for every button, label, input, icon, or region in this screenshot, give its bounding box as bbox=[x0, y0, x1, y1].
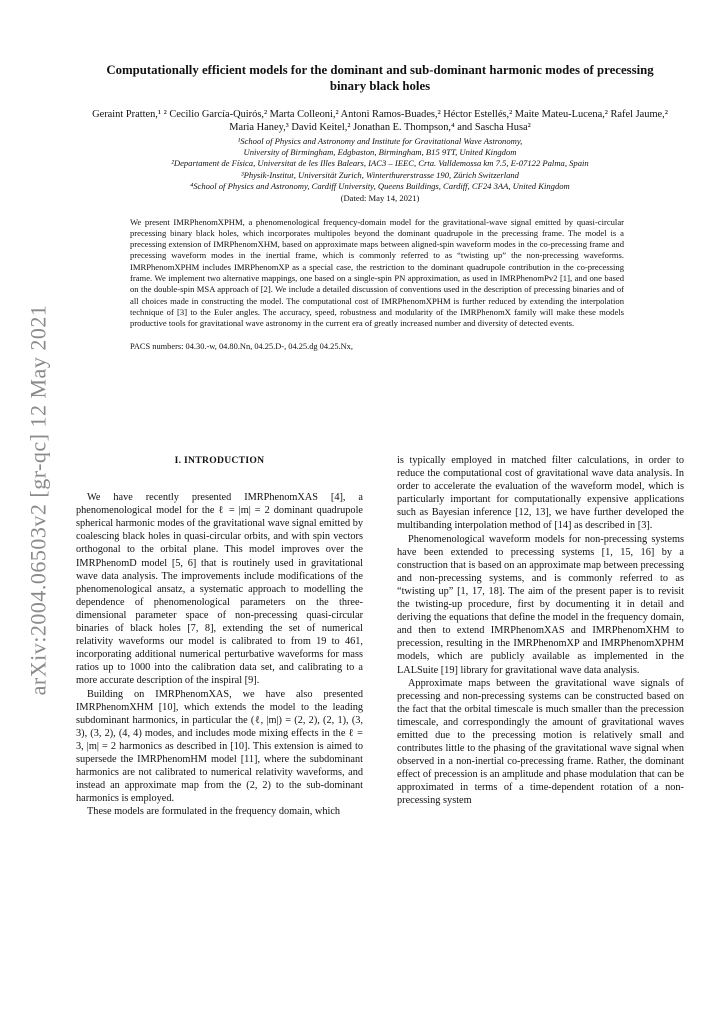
body-paragraph: Approximate maps between the gravitational wave signals of precessing and non-precessing systems can be constructed based on the fact that the orbital timescale is much smaller than the precession timescale, and correspondingly the amount of gravitational waves emitted due to the precessing motion is relatively small and contributes little to the phasing of the gravitational wave signal when observed in a non-inertial co-precessing frame. Rather, the dominant effect of precession is an amplitude and phase modulation that can be approximated in terms of a time-dependent rotation of a non-precessing system bbox=[397, 677, 684, 807]
right-column bbox=[397, 454, 684, 818]
body-columns bbox=[76, 454, 684, 818]
paper-title: Computationally efficient models for the dominant and sub-dominant harmonic modes of precessing binary black holes bbox=[106, 63, 654, 93]
author-list: Geraint Pratten,¹ ² Cecilio García-Quirós,² Marta Colleoni,² Antoni Ramos-Buades,² Héctor Estellés,² Maite Mateu-Lucena,² Rafel Jaume,² Maria Haney,³ David Keitel,² Jonathan E. Thompson,⁴ and Sascha Husa² bbox=[92, 109, 668, 133]
affiliation-line: ²Departament de Física, Universitat de les Illes Balears, IAC3 – IEEC, Crta. Valldemossa km 7.5, E-07122 Palma, Spain bbox=[171, 158, 589, 169]
body-paragraph: Building on IMRPhenomXAS, we have also presented IMRPhenomXHM [10], which extends the model to the leading subdominant harmonics, in particular the (ℓ, |m|) = (2, 2), (2, 1), (3, 3), (3, 2), (4, 4) modes, and includes mode mixing effects in the ℓ = 3, |m| = 2 harmonics as described in [10]. This extension is aimed to supersede the IMRPhenomHM model [11], where the subdominant harmonics are not calibrated to numerical relativity waveforms, and instead an approximate map from the (2, 2) to the sub-dominant harmonics is employed. bbox=[76, 688, 363, 805]
arxiv-stamp bbox=[18, 300, 58, 700]
body-paragraph: is typically employed in matched filter calculations, in order to reduce the computational cost of gravitational wave data analysis. In order to accelerate the evaluation of the waveform model, which is particularly important for computationally expensive applications such as Bayesian inference [12, 13], we have further developed the multibanding interpolation method of [14] as described in [3]. bbox=[397, 455, 684, 532]
affiliations bbox=[76, 136, 684, 192]
section-heading: I. INTRODUCTION bbox=[174, 455, 265, 466]
affiliation-line: ³Physik-Institut, Universität Zurich, Winterthurerstrasse 190, Zürich Switzerland bbox=[241, 169, 519, 180]
date-line: (Dated: May 14, 2021) bbox=[340, 193, 420, 204]
affiliation-line: ⁴School of Physics and Astronomy, Cardiff University, Queens Buildings, Cardiff, CF24 3AA, United Kingdom bbox=[190, 180, 570, 191]
body-paragraph: We have recently presented IMRPhenomXAS [4], a phenomenological model for the ℓ = |m| = 2 dominant quadrupole spherical harmonic modes of the gravitational wave signal emitted by coalescing black holes in quasi-circular orbits, and with spin vectors orthogonal to the orbital plane. This model improves over the IMRPhenomD model [5, 6] that is routinely used in gravitational wave data analysis. The improvements include modifications of the phenomenological ansatz, a systematic approach to modelling the dependence of phenomenological parameters on the three-dimensional parameter space of non-precessing quasi-circular binaries of black holes [7, 8], extending the set of numerical relativity waveforms our model is calibrated to from 19 to 461, incorporating additional numerical perturbative waveforms for mass ratios up to 1000 into the calibration data set, and calibrating to a more accurate description of the inspiral [9]. bbox=[76, 492, 363, 687]
affiliation-line: ¹School of Physics and Astronomy and Institute for Gravitational Wave Astronomy, bbox=[237, 136, 523, 146]
abstract: We present IMRPhenomXPHM, a phenomenological frequency-domain model for the gravitational-wave signal emitted by quasi-circular precessing binary black holes, which incorporates multipoles beyond the dominant quadrupole in the precessing frame. The model is a precessing extension of IMRPhenomXHM, based on approximate maps between aligned-spin waveform modes in the co-precessing frame and precessing waveform modes in the inertial frame, which is commonly referred to as “twisting up” the non-precessing waveforms. IMRPhenomXPHM includes IMRPhenomXP as a special case, the restriction to the dominant quadrupole contribution in the co-precessing frame. We implement two alternative mappings, one based on a single-spin PN approximation, as used in IMRPhenomPv2 [1], and one based on the double-spin MSA approach of [2]. We include a detailed discussion of conventions used in the description of precessing binaries and of all choices made in constructing the model. The computational cost of IMRPhenomXPHM is further reduced by extending the interpolation technique of [3] to the Euler angles. The accuracy, speed, robustness and modularity of the IMRPhenomX family will make these models productive tools for gravitational wave astronomy in the current era of greatly increased number and diversity of detected events. bbox=[130, 216, 624, 329]
left-column bbox=[76, 454, 363, 818]
arxiv-identifier: arXiv:2004.06503v2 [gr-qc] 12 May 2021 bbox=[25, 304, 51, 696]
body-paragraph: These models are formulated in the frequency domain, which bbox=[87, 806, 341, 818]
affiliation-line: University of Birmingham, Edgbaston, Birmingham, B15 9TT, United Kingdom bbox=[243, 147, 517, 158]
body-paragraph: Phenomenological waveform models for non-precessing systems have been extended to precessing systems [1, 15, 16] by a construction that is based on an approximate map between precessing and non-precessing systems, and is commonly referred to as “twisting up” [1, 17, 18]. The aim of the present paper is to revisit the twisting-up procedure, first by documenting it in detail and deriving the equations that define the model in the frequency domain, and then to extend IMRPhenomXAS and IMRPhenomXHM to precession, resulting in the IMRPhenomXP and IMRPhenomXPHM models, which are publicly available as implemented in the LALSuite [19] library for gravitational wave data analysis. bbox=[397, 533, 684, 676]
paper-page bbox=[76, 62, 684, 818]
pacs-numbers: PACS numbers: 04.30.-w, 04.80.Nn, 04.25.D-, 04.25.dg 04.25.Nx, bbox=[130, 342, 353, 352]
